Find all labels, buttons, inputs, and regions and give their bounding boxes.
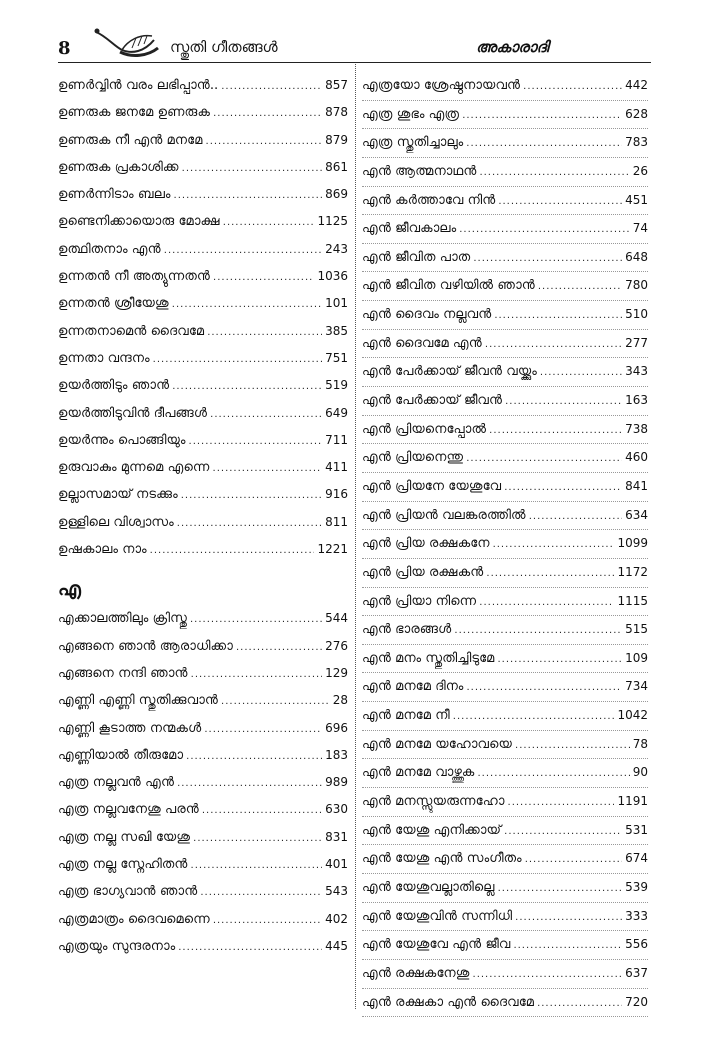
entry-page-number: 343 [625,364,648,379]
index-entry [58,154,348,181]
entry-title: എൻ യേശു എൻ സംഗീതം [362,851,522,867]
entry-page-number: 720 [625,994,648,1009]
index-entry [362,645,648,674]
section-heading: എ [58,578,81,601]
dot-leader [523,73,622,101]
index-entry [362,387,648,416]
entry-title: എൻ മനമേ യഹോവയെ [362,736,513,752]
entry-title: എൻ പ്രിയനെന്തു [362,450,464,466]
dot-leader [459,216,629,244]
entry-title: എൻ പ്രിയ രക്ഷകനേ [362,536,490,552]
entry-page-number: 543 [325,884,348,899]
entry-title: ഉണർന്നിടാം ബലം [58,187,171,203]
index-entry [362,588,648,617]
dot-leader [498,188,622,216]
entry-page-number: 634 [625,507,648,522]
entry-page-number: 1036 [317,269,348,284]
entry-page-number: 637 [625,965,648,980]
dot-leader [172,373,322,400]
index-entry [362,301,648,330]
dot-leader [172,291,322,318]
dot-leader [191,852,323,879]
entry-title: ഉന്നതനാമെൻ ദൈവമേ [58,323,205,339]
index-entry [58,906,348,933]
dot-leader [479,589,614,617]
dot-leader [189,428,323,455]
dot-leader [181,482,322,509]
dot-leader [177,510,322,537]
entry-page-number: 857 [325,78,348,92]
entry-page-number: 101 [325,296,348,311]
index-entry [58,769,348,796]
entry-title: എത്ര നല്ലവനേശു പരൻ [58,802,199,818]
entry-page-number: 385 [325,323,348,338]
dot-leader [153,346,322,373]
dot-leader [453,703,615,731]
dot-leader [174,182,323,209]
entry-title: എൻ പ്രിയ രക്ഷകൻ [362,564,484,580]
dot-leader [200,879,322,906]
entry-page-number: 734 [625,679,648,694]
index-entry [362,416,648,445]
entry-page-number: 243 [325,241,348,256]
entry-page-number: 401 [325,857,348,872]
index-entry [362,931,648,960]
entry-page-number: 556 [625,937,648,952]
index-entry [362,187,648,216]
index-entry [362,702,648,731]
entry-title: എൻ മനം സ്തുതിച്ചിടുമേ [362,650,495,666]
entry-page-number: 648 [625,249,648,264]
index-entry [362,788,648,817]
entry-page-number: 276 [325,638,348,653]
index-entry [58,715,348,742]
index-entry [58,318,348,345]
entry-page-number: 74 [632,221,648,236]
dot-leader [486,560,614,588]
dot-leader [508,789,615,817]
entry-title: എങ്ങനെ നന്ദി ഞാൻ [58,665,188,681]
index-entry [58,878,348,905]
dot-leader [213,455,323,482]
entry-title: ഉഷകാലം നാം [58,542,147,558]
entry-title: എത്ര സ്തുതിച്ചാലും [362,135,464,151]
entry-page-number: 445 [325,938,348,953]
entry-title: എൻ ദൈവം നല്ലവൻ [362,307,492,323]
index-entry [58,208,348,235]
dot-leader [478,760,630,788]
dot-leader [213,100,322,127]
dot-leader [213,264,314,291]
dot-leader [454,617,622,645]
entry-page-number: 711 [325,432,348,447]
dot-leader [466,130,622,158]
entry-title: എൻ യേശുവല്ലാതില്ലെ [362,879,495,895]
dot-leader [473,961,623,989]
index-entry [362,759,648,788]
index-entry [58,290,348,317]
entry-title: ഉണ്ടെനിക്കായൊരു മോക്ഷ [58,214,220,230]
index-entry [58,481,348,508]
entry-page-number: 696 [325,720,348,735]
entry-page-number: 841 [625,478,648,493]
index-entry [58,536,348,563]
dot-leader [513,932,622,960]
index-entry [58,181,348,208]
entry-page-number: 879 [325,132,348,147]
entry-page-number: 1125 [317,214,348,229]
index-entry [58,127,348,154]
entry-title: ഉരുവാകും മുന്നമെ എന്നെ [58,460,210,476]
index-entry [58,99,348,126]
entry-title: ഉന്നതാ വന്ദനം [58,350,150,366]
entry-page-number: 78 [632,736,648,751]
entry-title: എത്രയും സുന്ദരനാം [58,938,176,954]
entry-page-number: 738 [625,421,648,436]
entry-page-number: 649 [325,405,348,420]
dot-leader [515,732,630,760]
index-entry [58,605,348,632]
entry-page-number: 28 [332,693,348,708]
dot-leader [150,537,315,564]
entry-page-number: 515 [625,622,648,637]
dot-leader [210,401,322,428]
dot-leader [462,102,622,130]
entry-page-number: 109 [625,650,648,665]
entry-title: എക്കാലത്തിലും ക്രിസ്തു [58,611,187,627]
index-entry [362,158,648,187]
entry-title: ഉന്നതൻ ശ്രീയേശു [58,296,169,312]
entry-title: എൻ പ്രിയനെപ്പോൽ [362,421,487,437]
dot-leader [493,531,615,559]
entry-title: ഉണരുക പ്രകാശിക്ക [58,159,179,175]
harp-logo-icon [92,26,162,60]
entry-title: എൻ ഭാരങ്ങൾ [362,622,452,638]
entry-title: എൻ മനമേ നീ [362,708,450,724]
dot-leader [466,445,622,473]
dot-leader [186,743,322,770]
entry-page-number: 751 [325,350,348,365]
index-entry [58,372,348,399]
index-entry [362,616,648,645]
entry-title: എൻ രക്ഷകാ എൻ ദൈവമേ [362,994,535,1010]
entry-page-number: 277 [625,335,648,350]
entry-title: എൻ പ്രിയൻ വലങ്കരത്തിൽ [362,507,526,523]
dot-leader [193,825,322,852]
entry-title: എൻ മനമേ ദിനം [362,679,464,695]
dot-leader [525,846,622,874]
entry-page-number: 129 [325,665,348,680]
entry-title: എൻ ആത്മനാഥൻ [362,163,477,179]
column-divider [355,64,356,1009]
index-entry [58,72,348,99]
entry-title: ഉയർത്തിടും ഞാൻ [58,378,170,394]
index-entry [58,660,348,687]
entry-title: എത്ര നല്ല സഖി യേശു [58,829,191,845]
dot-leader [223,209,315,236]
entry-page-number: 544 [325,611,348,626]
dot-leader [505,388,622,416]
dot-leader [497,646,622,674]
entry-page-number: 869 [325,187,348,202]
dot-leader [494,302,622,330]
entry-page-number: 878 [325,105,348,120]
entry-title: എണ്ണി എണ്ണി സ്തുതിക്കുവാൻ [58,693,219,709]
entry-title: എത്ര ഭാഗ്യവാൻ ഞാൻ [58,884,198,900]
dot-leader [213,907,322,934]
index-entry [58,236,348,263]
entry-title: ഉള്ളിലെ വിശ്വാസം [58,514,174,530]
entry-page-number: 451 [625,192,648,207]
dot-leader [207,319,322,346]
index-entry [58,796,348,823]
index-entry [362,817,648,846]
entry-page-number: 1172 [617,564,648,579]
entry-page-number: 780 [625,278,648,293]
index-entry [362,502,648,531]
index-entry [362,845,648,874]
index-entry [362,874,648,903]
entry-page-number: 916 [325,487,348,502]
index-entry [362,444,648,473]
index-entry [58,427,348,454]
index-entry [362,72,648,101]
right-column [362,72,648,1017]
entry-page-number: 1221 [317,542,348,557]
index-entry [362,358,648,387]
section-title: അകാരാദി [476,38,549,56]
entry-page-number: 163 [625,393,648,408]
entry-page-number: 26 [632,163,648,178]
entry-title: ഉണരുക ജനമേ ഉണരുക [58,105,211,121]
dot-leader [538,273,622,301]
index-entry [362,559,648,588]
header-rule [58,62,651,63]
entry-page-number: 333 [625,908,648,923]
index-entry [362,244,648,273]
dot-leader [537,990,622,1018]
index-entry [362,129,648,158]
index-entry [362,330,648,359]
index-entry [362,101,648,130]
entry-title: ഉല്ലാസമായ് നടക്കും [58,487,178,503]
page-number: 8 [58,38,71,59]
entry-title: എണ്ണി കൂടാത്ത നന്മകൾ [58,720,202,736]
index-entry [58,454,348,481]
entry-title: എൻ യേശു എനിക്കായ് [362,822,502,838]
entry-page-number: 183 [325,747,348,762]
entry-title: എത്ര നല്ലവൻ എൻ [58,775,175,791]
entry-title: എണ്ണിയാൽ തീരുമോ [58,747,184,763]
index-entry [58,633,348,660]
entry-page-number: 1099 [617,536,648,551]
entry-title: എൻ യേശുവിൻ സന്നിധി [362,908,513,924]
entry-title: ഉണരുക നീ എൻ മനമേ [58,132,203,148]
index-entry [362,989,648,1018]
index-entry [58,742,348,769]
entry-title: എൻ രക്ഷകനേശു [362,965,470,981]
index-entry [58,263,348,290]
dot-leader [540,359,622,387]
book-title: സ്തുതി ഗീതങ്ങൾ [170,38,278,56]
entry-page-number: 531 [625,822,648,837]
entry-title: ഉയർന്നും പൊങ്ങിയും [58,432,186,448]
entry-page-number: 1042 [617,708,648,723]
entry-title: എൻ പ്രിയാ നിന്നെ [362,593,477,609]
index-entry [58,345,348,372]
dot-leader [473,245,622,273]
entry-title: എത്ര ശുഭം എത്ര [362,106,460,122]
entry-page-number: 510 [625,307,648,322]
index-entry [58,687,348,714]
entry-title: എൻ ജീവകാലം [362,221,457,237]
entry-page-number: 861 [325,159,348,174]
dot-leader [504,474,622,502]
entry-title: ഉയർത്തിടുവിൻ ദീപങ്ങൾ [58,405,208,421]
entry-title: ഉത്ഥിതനാം എൻ [58,241,161,257]
entry-page-number: 811 [325,514,348,529]
dot-leader [515,904,622,932]
dot-leader [202,797,322,824]
dot-leader [479,159,629,187]
entry-page-number: 674 [625,851,648,866]
entry-title: എൻ ജീവിത പാത [362,249,471,265]
entry-title: എൻ മനസ്സുയരുന്നഹോ [362,794,505,810]
entry-title: എൻ കർത്താവേ നിൻ [362,192,496,208]
entry-title: ഉന്നതൻ നീ അത്യുന്നതൻ [58,269,211,285]
entry-page-number: 90 [632,765,648,780]
index-entry [58,509,348,536]
index-entry [362,731,648,760]
index-entry [58,824,348,851]
index-entry [362,272,648,301]
dot-leader [466,674,622,702]
index-entry [58,400,348,427]
entry-page-number: 783 [625,135,648,150]
entry-page-number: 411 [325,460,348,475]
dot-leader [489,417,622,445]
dot-leader [498,875,623,903]
dot-leader [206,128,323,155]
entry-title: എത്രയോ ശ്രേഷ്ഠനായവൻ [362,78,521,93]
index-entry [362,215,648,244]
dot-leader [191,661,322,688]
dot-leader [178,934,322,961]
index-entry [58,851,348,878]
entry-page-number: 1191 [617,794,648,809]
entry-title: എൻ മനമേ വാഴ്ത്തുക [362,765,475,781]
index-entry [58,933,348,960]
entry-title: എത്രമാത്രം ദൈവമെന്നെ [58,911,210,927]
entry-title: ഉണർവ്വിൻ വരം ലഭിപ്പാൻ.. [58,78,219,93]
entry-page-number: 402 [325,911,348,926]
entry-page-number: 460 [625,450,648,465]
dot-leader [177,770,322,797]
entry-title: എൻ പേർക്കായ് ജീവൻ വയ്ക്കും [362,364,537,380]
entry-title: എങ്ങനെ ഞാൻ ആരാധിക്കാ [58,638,233,654]
index-entry [362,960,648,989]
dot-leader [504,818,622,846]
entry-page-number: 442 [625,78,648,92]
dot-leader [221,688,330,715]
dot-leader [236,634,322,661]
entry-page-number: 628 [625,106,648,121]
index-entry [362,530,648,559]
page-header [0,0,709,60]
index-entry [362,473,648,502]
entry-page-number: 1115 [617,593,648,608]
index-entry [362,903,648,932]
dot-leader [164,237,322,264]
dot-leader [221,73,322,100]
entry-page-number: 831 [325,829,348,844]
dot-leader [529,503,622,531]
dot-leader [204,716,322,743]
entry-page-number: 989 [325,775,348,790]
entry-title: എൻ ദൈവമേ എൻ [362,335,482,351]
entry-title: എൻ പേർക്കായ് ജീവൻ [362,393,503,409]
dot-leader [182,155,322,182]
index-entry [362,673,648,702]
entry-title: എത്ര നല്ല സ്നേഹിതൻ [58,857,188,873]
entry-page-number: 630 [325,802,348,817]
dot-leader [485,331,622,359]
entry-title: എൻ യേശുവേ എൻ ജീവ [362,937,511,953]
entry-page-number: 519 [325,378,348,393]
entry-title: എൻ ജീവിത വഴിയിൽ ഞാൻ [362,278,535,294]
dot-leader [190,606,322,633]
left-column [58,72,348,960]
entry-page-number: 539 [625,879,648,894]
entry-title: എൻ പ്രിയനേ യേശുവേ [362,478,502,494]
